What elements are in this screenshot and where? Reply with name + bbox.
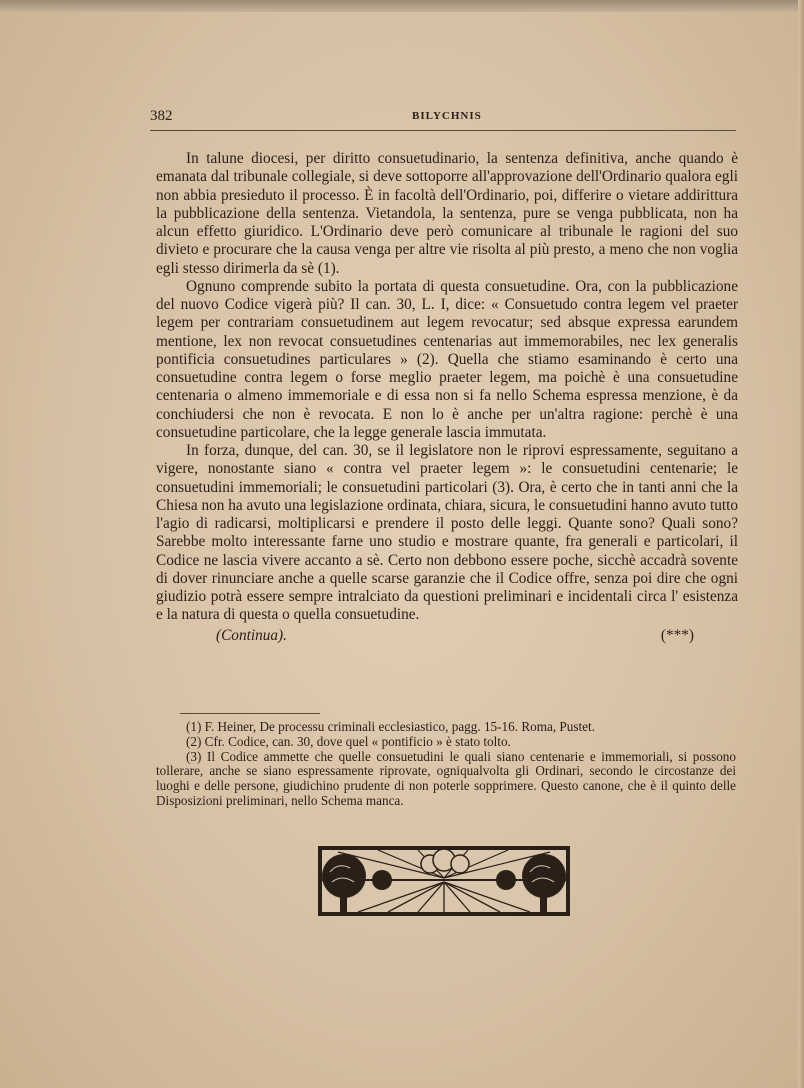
page-number: 382: [150, 108, 173, 124]
author-signature: (***): [660, 626, 694, 644]
running-head: BILYCHNIS: [412, 110, 482, 122]
footnote: (3) Il Codice ammette che quelle consuetudini le quali siano centenarie e immemoriali, si possono tollerare, anche se siano espressamente riprovate, ogniqualvolta gli Ordinari, secondo le circostanze dei luoghi e delle persone, giudichino prudente di non poterle sopprimere. Questo canone, che è il quinto delle Disposizioni preliminari, nello Schema manca.: [156, 748, 736, 808]
footnote-rule: [180, 713, 320, 714]
footnote: (2) Cfr. Codice, can. 30, dove quel « pontificio » è stato tolto.: [186, 733, 511, 749]
page-top-edge: [0, 0, 804, 12]
main-text: [156, 150, 738, 645]
page-header: [150, 108, 736, 130]
paragraph: Ognuno comprende subito la portata di questa consuetudine. Ora, con la pubblicazione del nuovo Codice vigerà più? Il can. 30, L. I, dice: « Consuetudo contra legem vel praeter legem per contrariam consuetudinem aut legem revocatur; sed absque expressa earundem mentione, lex non revocat consuetudines centenarias aut immemorabiles, nec lex generalis pontificia consuetudines particulares » (2). Quella che stiamo esaminando è certo una consuetudine contra legem o forse meglio praeter legem, ma poichè è una consuetudine centenaria o almeno immemoriale e di essa non si fa nello Schema espressa menzione, è da conchiudersi che non è revocata. E non lo è anche per un'altra ragione: perchè è una consuetudine particolare, che la legge generale lascia immutata.: [156, 277, 738, 441]
closing-line: [156, 627, 738, 645]
continua-note: (Continua).: [216, 626, 287, 644]
page-right-edge: [798, 0, 804, 1088]
header-rule: [150, 130, 736, 131]
footnotes: [156, 720, 736, 809]
paragraph: In talune diocesi, per diritto consuetudinario, la sentenza definitiva, anche quando è emanata dal tribunale collegiale, si deve sottoporre all'approvazione dell'Ordinario qualora egli non abbia presieduto il processo. È in facoltà dell'Ordinario, poi, differire o vietare addirittura la pubblicazione della sentenza. Vietandola, la sentenza, pure se venga pubblicata, non ha alcun effetto giuridico. L'Ordinario deve però comunicare al tribunale le ragioni del suo divieto e procurare che la causa venga per altre vie risolta al più presto, a meno che non voglia egli stesso dirimerla da sè (1).: [156, 150, 738, 277]
paragraph: In forza, dunque, del can. 30, se il legislatore non le riprovi espressamente, seguitano a vigere, nonostante siano « contra vel praeter legem »: le consuetudini centenarie; le consuetudini immemoriali; le consuetudini particolari (3). Ora, è certo che in tanti anni che la Chiesa non ha avuto una legislazione ordinata, chiara, sicura, le consuetudini hanno avuto tutto l'agio di radicarsi, moltiplicarsi e prendere il posto delle leggi. Quante sono? Quali sono? Sarebbe molto interessante farne uno studio e mostrare quante, fra generali e particolari, il Codice ne lascia vivere accanto a sè. Certo non debbono essere poche, sicchè accadrà sovente di dover rinunciare anche a quelle scarse garanzie che il Codice offre, senza poi dire che ogni giudizio potrà essere sempre intralciato da questioni preliminari e incidentali circa l' esistenza e la natura di questa o quella consuetudine.: [156, 442, 738, 624]
footnote: (1) F. Heiner, De processu criminali ecclesiastico, pagg. 15-16. Roma, Pustet.: [186, 719, 595, 734]
landscape-vignette-icon: [318, 846, 570, 916]
